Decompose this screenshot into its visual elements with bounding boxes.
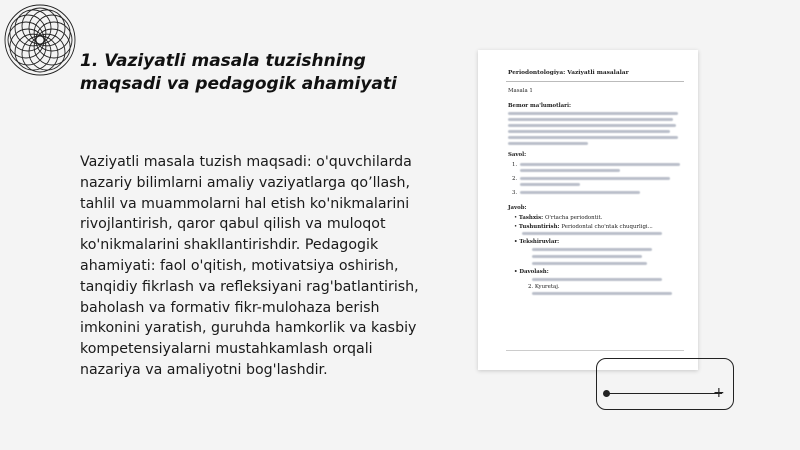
doc-bullet-label: Tashxis: xyxy=(518,215,546,221)
doc-blurred-text-line xyxy=(532,278,662,281)
doc-blurred-text-line xyxy=(520,183,580,186)
doc-bullet-label: Davolash: xyxy=(519,269,549,275)
doc-blurred-text-line xyxy=(532,292,672,295)
doc-blurred-text-line xyxy=(532,262,647,265)
doc-blurred-text-line xyxy=(520,163,680,166)
doc-blurred-text-line xyxy=(522,232,662,235)
doc-bullet-label: Tekshiruvlar: xyxy=(519,239,560,245)
doc-bullet: • Tushuntirish: Periodontal cho'ntak chuqurligi... xyxy=(514,224,653,230)
doc-blurred-text-line xyxy=(520,177,670,180)
doc-case-title: Masala 1 xyxy=(508,88,533,94)
doc-list-number: 3. xyxy=(512,190,518,196)
doc-bottom-divider xyxy=(506,350,684,351)
slider-dot-icon[interactable] xyxy=(603,390,610,397)
doc-bullet: • Davolash: xyxy=(514,269,549,275)
doc-blurred-text-line xyxy=(520,191,640,194)
doc-blurred-text-line xyxy=(532,248,652,251)
doc-blurred-text-line xyxy=(508,112,678,115)
doc-blurred-text-line xyxy=(508,142,588,145)
doc-blurred-text-line xyxy=(508,130,670,133)
doc-blurred-text-line xyxy=(508,136,678,139)
doc-blurred-text-line xyxy=(508,124,676,127)
doc-blurred-text-line xyxy=(508,118,673,121)
slide-body-text: Vaziyatli masala tuzish maqsadi: o'quvchilarda nazariy bilimlarni amaliy vaziyatlarga qo’llash, tahlil va muammolarni hal etish ko'nikmalarini rivojlantirish, qaror qabul qilish va muloqot ko'nikmalarini shakllantirishdir. Pedagogik ahamiyati: faol o'qitish, motivatsiya oshirish, tanqidiy fikrlash va refleksiyani rag'batlantirish, baholash va formativ fikr-mulohaza berish imkonini yaratish, guruhda hamkorlik va kasbiy kompetensiyalarni mustahkamlash orqali nazariya va amaliyotni bog'lashdir. xyxy=(80,154,419,378)
slide-title: 1. Vaziyatli masala tuzishning maqsadi va pedagogik ahamiyati xyxy=(80,51,397,94)
document-preview xyxy=(478,50,698,370)
doc-bullet: • Tashxis: O'rtacha periodontit. xyxy=(514,215,603,221)
doc-list-number: 2. xyxy=(512,176,518,182)
decorative-frame xyxy=(596,358,734,410)
doc-sub-item: 2. Kyuretaj. xyxy=(528,284,560,290)
doc-section-patient: Bemor ma'lumotlari: xyxy=(508,103,572,109)
doc-list-number: 1. xyxy=(512,162,518,168)
doc-section-question: Savol: xyxy=(508,152,527,158)
doc-answer-heading: Javob: xyxy=(508,205,527,211)
doc-bullet-value: O'rtacha periodontit. xyxy=(545,215,603,221)
doc-bullet-value: Periodontal cho'ntak chuqurligi... xyxy=(561,224,653,230)
doc-bullet: • Tekshiruvlar: xyxy=(514,239,560,245)
doc-header: Periodontologiya: Vaziyatli masalalar xyxy=(508,70,629,76)
geometric-flower-logo-icon xyxy=(2,2,78,78)
doc-blurred-text-line xyxy=(532,255,642,258)
doc-bullet-label: Tushuntirish: xyxy=(518,224,562,230)
slider-track xyxy=(606,393,722,394)
doc-blurred-text-line xyxy=(520,169,620,172)
doc-header-divider xyxy=(506,81,684,82)
plus-icon[interactable]: + xyxy=(713,385,725,401)
